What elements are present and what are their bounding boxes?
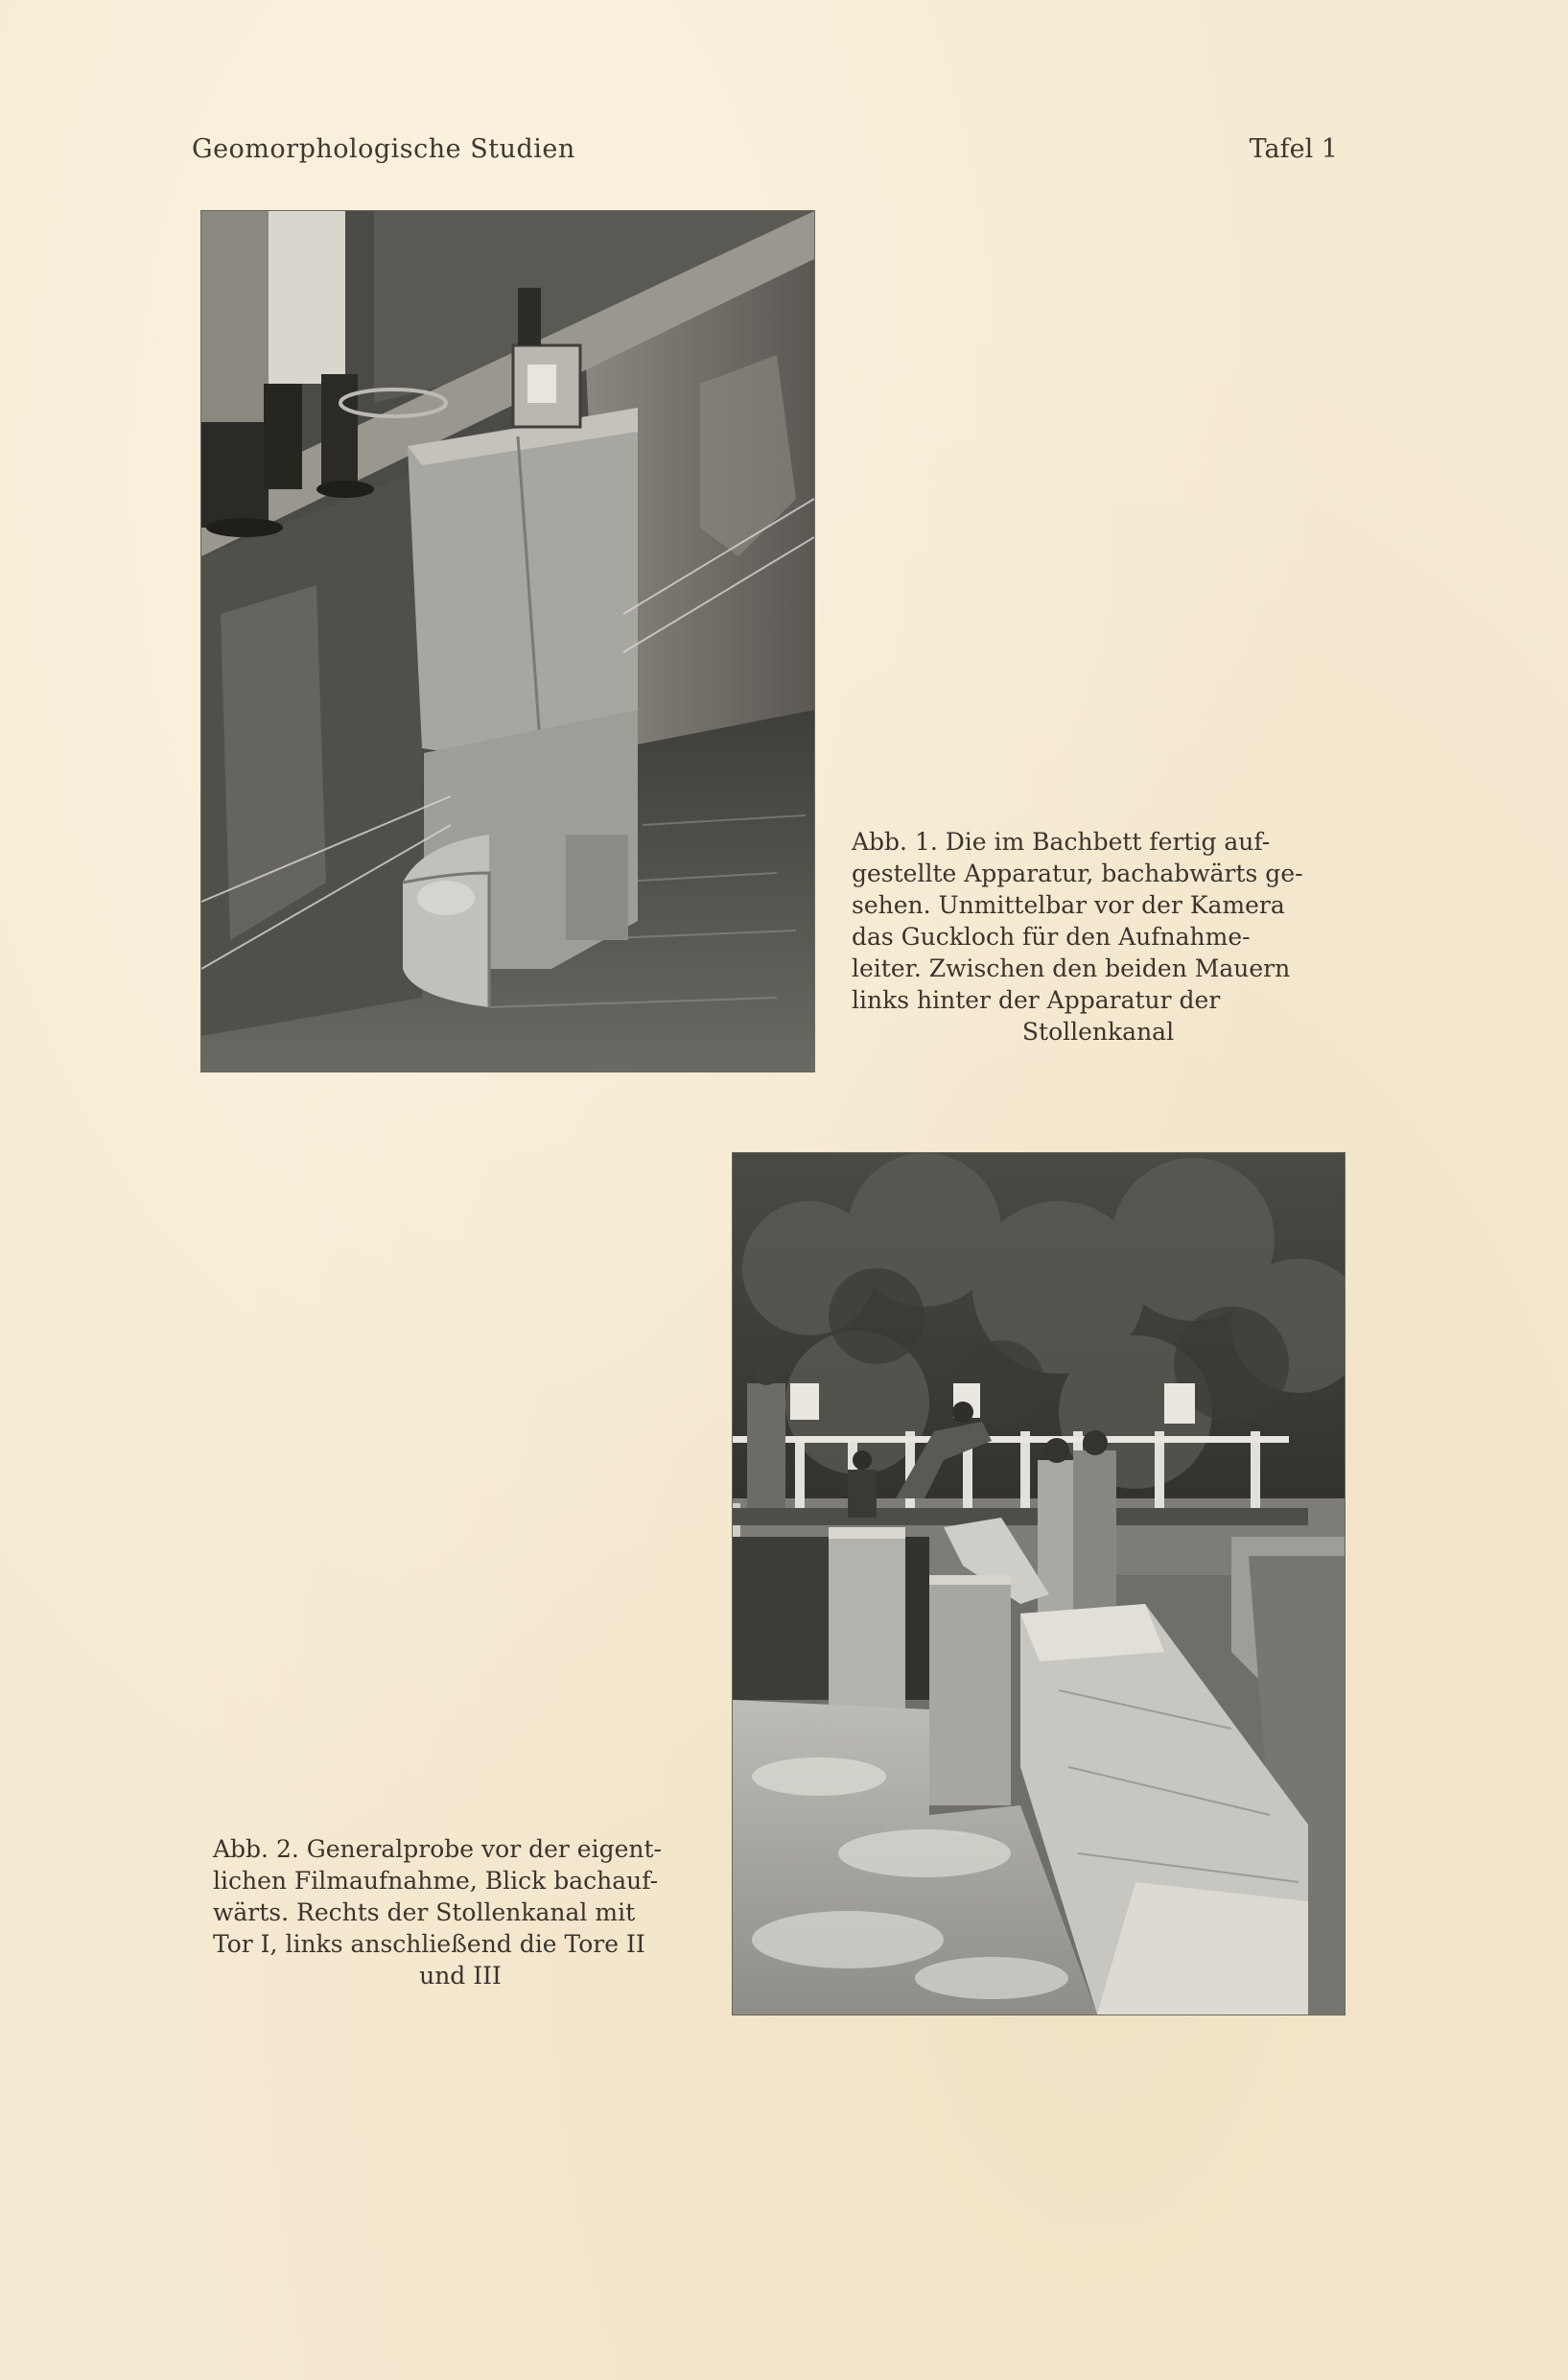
caption-line: wärts. Rechts der Stollenkanal mit — [213, 1898, 636, 1926]
caption-line: das Guckloch für den Aufnahme- — [852, 923, 1251, 951]
caption-line: links hinter der Apparatur der — [852, 986, 1221, 1014]
caption-line: Stollenkanal — [1021, 1018, 1175, 1046]
figure-1-caption — [852, 826, 1345, 1048]
caption-line: Tor I, links anschließend die Tore II — [213, 1930, 645, 1958]
caption-line: und III — [419, 1962, 502, 1990]
figure-2-caption — [213, 1833, 708, 1991]
figure-1-photo-illustration — [201, 211, 814, 1072]
caption-line: Abb. 1. Die im Bachbett fertig auf- — [852, 828, 1271, 856]
caption-line: leiter. Zwischen den beiden Mauern — [852, 954, 1291, 982]
figure-2-photo — [732, 1152, 1346, 2015]
caption-line: lichen Filmaufnahme, Blick bachauf- — [213, 1867, 659, 1895]
caption-line: gestellte Apparatur, bachabwärts ge- — [852, 860, 1303, 887]
caption-line: sehen. Unmittelbar vor der Kamera — [852, 891, 1285, 919]
caption-line: Abb. 2. Generalprobe vor der eigent- — [213, 1835, 662, 1863]
running-title: Geomorphologische Studien — [192, 134, 575, 164]
figure-2-photo-illustration — [733, 1153, 1345, 2015]
figure-1-photo — [200, 210, 815, 1072]
plate-label: Tafel 1 — [1249, 134, 1338, 164]
